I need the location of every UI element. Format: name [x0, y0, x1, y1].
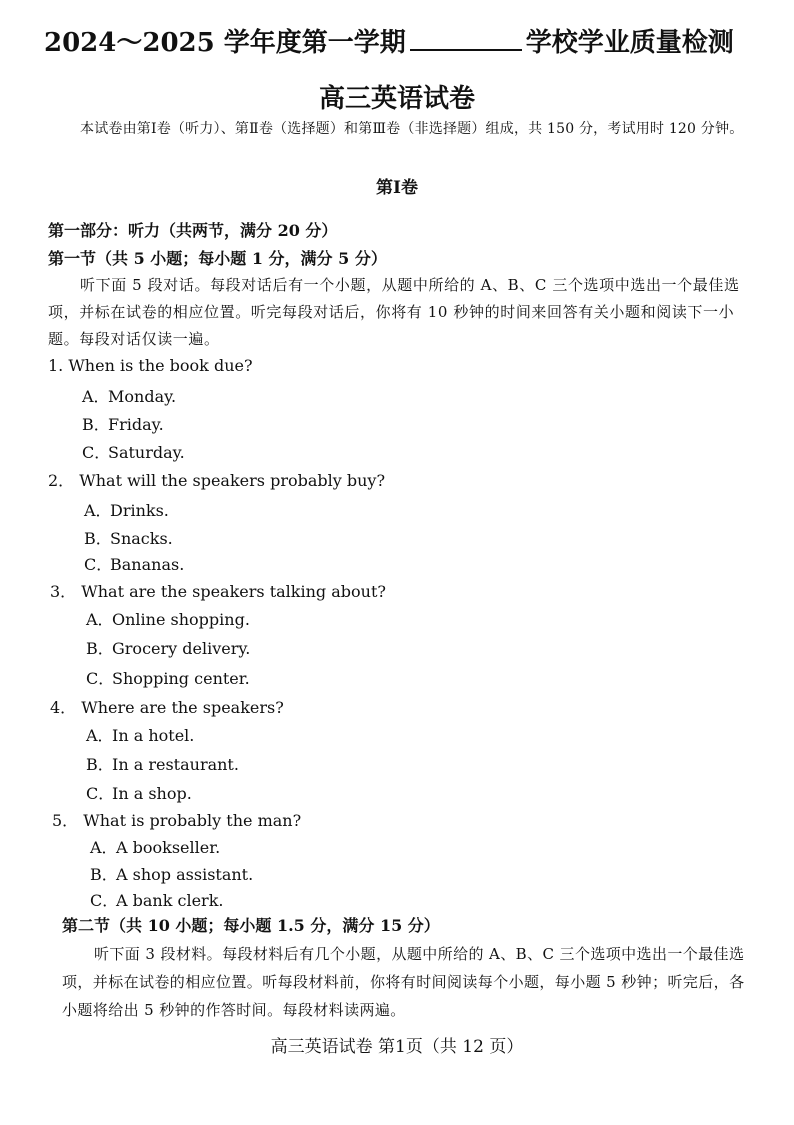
question-2 [48, 468, 385, 491]
option-text: A shop assistant. [116, 865, 254, 884]
question-2-option-a[interactable] [84, 498, 169, 521]
question-5-option-b[interactable] [90, 862, 253, 885]
question-3-option-a[interactable] [86, 607, 250, 630]
question-number: 2． [48, 471, 75, 490]
section1-heading: 第一节（共 5 小题；每小题 1 分，满分 5 分） [48, 249, 387, 268]
question-text: What are the speakers talking about? [81, 582, 386, 601]
option-text: Shopping center. [112, 669, 250, 688]
school-name-blank [410, 49, 522, 51]
option-text: Grocery delivery. [112, 639, 251, 658]
option-letter: C． [86, 784, 115, 803]
option-text: A bookseller. [116, 838, 221, 857]
question-1-option-c[interactable] [82, 440, 185, 463]
option-text: Online shopping. [112, 610, 250, 629]
option-text: Drinks. [110, 501, 169, 520]
option-text: Bananas. [110, 555, 185, 574]
question-4-option-a[interactable] [86, 723, 194, 746]
option-letter: C． [84, 555, 113, 574]
question-number: 4． [50, 698, 77, 717]
question-number: 3． [50, 582, 77, 601]
exam-header [44, 22, 764, 59]
option-text: Friday. [108, 415, 164, 434]
option-text: In a hotel. [112, 726, 195, 745]
question-1-option-b[interactable] [82, 412, 164, 435]
question-4 [50, 695, 284, 718]
option-text: In a restaurant. [112, 755, 239, 774]
option-letter: B． [86, 639, 114, 658]
question-number: 1. [48, 356, 64, 375]
option-letter: B． [86, 755, 114, 774]
question-2-option-c[interactable] [84, 552, 184, 575]
question-3 [50, 579, 386, 602]
option-letter: A． [90, 838, 118, 857]
question-2-option-b[interactable] [84, 526, 173, 549]
option-letter: A． [86, 610, 114, 629]
question-4-option-c[interactable] [86, 781, 192, 804]
question-5-option-a[interactable] [90, 835, 220, 858]
question-text: What is probably the man? [83, 811, 302, 830]
question-1-option-a[interactable] [82, 384, 176, 407]
part1-heading: 第一部分：听力（共两节，满分 20 分） [48, 221, 338, 240]
question-text: Where are the speakers? [81, 698, 284, 717]
section2-instructions: 听下面 3 段材料。每段材料后有几个小题，从题中所给的 A、B、C 三个选项中选出一个最佳选项，并标在试卷的相应位置。听每段材料前，你将有时间阅读每个小题，每小题 5 秒钟；听完后，各小题将给出 5 秒钟的作答时间。每段材料读两遍。 [62, 945, 745, 1019]
paper-title: 高三英语试卷 [318, 84, 475, 114]
question-5-option-c[interactable] [90, 888, 223, 911]
option-letter: C． [86, 669, 115, 688]
option-letter: C． [82, 443, 111, 462]
option-letter: B． [82, 415, 110, 434]
option-text: Monday. [108, 387, 177, 406]
question-3-option-b[interactable] [86, 636, 250, 659]
question-1 [48, 356, 253, 375]
question-number: 5． [52, 811, 79, 830]
question-4-option-b[interactable] [86, 752, 239, 775]
question-5 [52, 808, 301, 831]
option-text: In a shop. [112, 784, 192, 803]
section2-heading: 第二节（共 10 小题；每小题 1.5 分，满分 15 分） [62, 916, 440, 935]
option-text: Saturday. [108, 443, 185, 462]
question-text: What will the speakers probably buy? [79, 471, 386, 490]
option-letter: C． [90, 891, 119, 910]
question-3-option-c[interactable] [86, 666, 250, 689]
exam-intro: 本试卷由第Ⅰ卷（听力）、第Ⅱ卷（选择题）和第Ⅲ卷（非选择题）组成，共 150 分，考试用时 120 分钟。 [80, 121, 744, 137]
header-title-right: 学校学业质量检测 [525, 28, 734, 58]
option-text: A bank clerk. [116, 891, 224, 910]
volume-title: 第Ⅰ卷 [376, 178, 418, 198]
option-text: Snacks. [110, 529, 173, 548]
option-letter: A． [82, 387, 110, 406]
section1-instructions: 听下面 5 段对话。每段对话后有一个小题，从题中所给的 A、B、C 三个选项中选出一个最佳选项，并标在试卷的相应位置。听完每段对话后，你将有 10 秒钟的时间来回答有关小题和阅读下一小题。每段对话仅读一遍。 [48, 276, 740, 348]
header-title-left: 2024～2025 学年度第一学期 [44, 28, 406, 58]
option-letter: B． [90, 865, 118, 884]
page-footer: 高三英语试卷 第1页（共 12 页） [270, 1037, 524, 1057]
option-letter: A． [84, 501, 112, 520]
option-letter: A． [86, 726, 114, 745]
question-text: When is the book due? [68, 356, 253, 375]
option-letter: B． [84, 529, 112, 548]
